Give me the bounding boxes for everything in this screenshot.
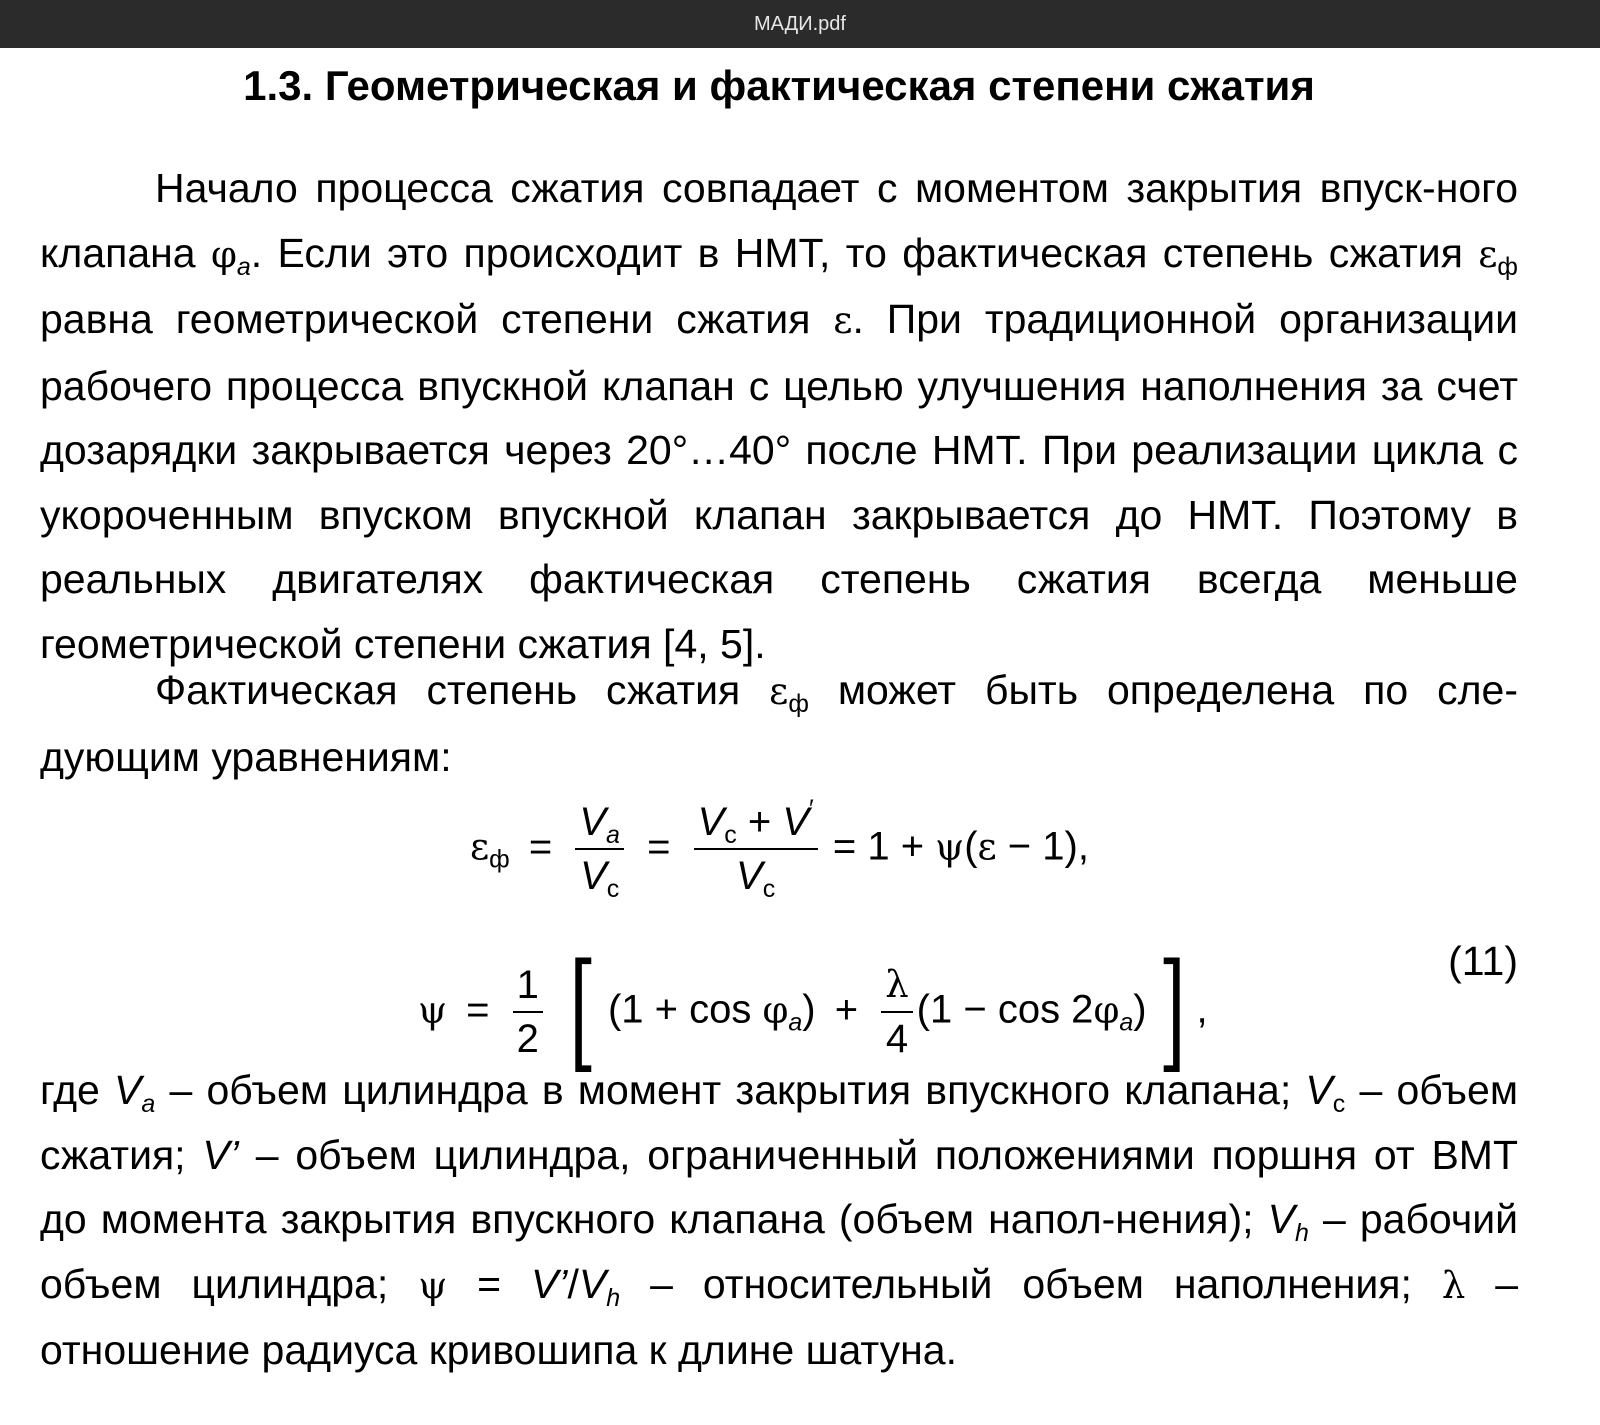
p3-vc-sub: c [1332,1090,1346,1118]
p3-psi: ψ [418,1263,448,1307]
p3-text-5: – рабочий объем цилиндра; [40,1196,1518,1307]
section-heading: 1.3. Геометрическая и фактическая степени сжатия [243,62,1315,109]
eq1-f2-den-sub: c [762,875,776,903]
p1-text-1: Начало процесса сжатия совпадает с моментом закрытия впуск-ного клапана [40,165,1518,276]
p3-vprime: V’ [202,1131,239,1178]
p3-vc: V [1305,1067,1333,1113]
eq1-equals: = [528,824,553,869]
window-title-bar [0,0,1600,48]
p1-eps: ε [1478,232,1498,276]
p3-vh-2-sub: h [606,1283,621,1312]
eq1-eps: ε [470,825,490,869]
p3-vprime-2: V’ [531,1260,568,1307]
eq1-f1-den: V [580,854,607,898]
p1-text-4: . При традиционной организации рабочего процесса впускной клапан с целью улучшения наполнения за счет дозарядки закрывается через 20°…40° после НМТ. При реализации цикла с укороченным впуском впускной клапан закрывается до НМТ. Поэтому в реальных двигателях фактическая степень сжатия всегда меньше геометрической степени сжатия [4, 5]. [40,296,1518,667]
p2-eps-sub: ф [788,690,809,718]
p1-phi-sub: a [236,252,251,281]
equation-2 [418,937,1208,1086]
eq2-left-bracket: [ [569,937,597,1086]
eq1-rhs-eps: ε [977,825,997,869]
equation-1 [470,795,1089,903]
p2-eps: ε [769,670,789,713]
eq1-f1-num-sub: a [606,821,620,849]
eq2-psi: ψ [418,988,448,1032]
eq2-plus: + [834,987,859,1032]
p3-text-3: – объем сжатия; [40,1067,1519,1178]
p3-text-2: – объем цилиндра в момент закрытия впускного клапана; [155,1067,1306,1113]
eq1-rhs-2: ( [964,824,978,869]
paragraph-3 [40,1058,1518,1383]
eq2-equals: = [466,987,490,1032]
eq1-rhs-3: − 1), [996,824,1089,869]
window-title: МАДИ.pdf [754,12,846,35]
eq1-fraction-2 [694,795,818,903]
eq2-phi-1: φ [762,988,789,1032]
p3-text-8: – относительный объем наполнения; [620,1260,1442,1307]
eq2-lambda-fraction [881,961,912,1063]
paragraph-1 [40,156,1518,676]
eq1-f2-num-b: V [782,800,810,844]
p3-vh: V [1267,1196,1295,1242]
eq1-eps-sub: ф [489,845,510,874]
p1-phi: φ [210,232,237,276]
eq1-f2-num-b-sup: ′ [809,795,814,823]
eq1-f1-num: V [579,800,607,844]
eq2-lambda-num: λ [881,961,912,1013]
p3-text-9: – отношение радиуса кривошипа к длине шатуна. [40,1260,1519,1373]
p3-vh-2: V [578,1260,607,1307]
p1-eps-2: ε [833,299,853,342]
eq1-rhs-1: = 1 + [832,824,936,869]
eq2-lambda-den: 4 [885,1017,909,1061]
eq2-phi-1-sub: a [788,1008,803,1037]
eq1-f2-num-a-sub: c [724,821,737,849]
p2-text-1: Фактическая степень сжатия [155,667,770,713]
p3-va-sub: a [141,1090,156,1118]
eq1-psi: ψ [935,825,965,869]
p3-text-4: – объем цилиндра, ограниченный положениями поршня от ВМТ до момента закрытия впускного клапана (объем напол-нения); [40,1131,1518,1242]
equation-number: (11) [1448,938,1518,984]
p3-va: V [114,1067,142,1113]
eq1-f1-den-sub: c [606,875,620,903]
eq2-phi-2-sub: a [1119,1008,1134,1037]
p3-text-1: где [40,1067,115,1113]
eq2-half-num: 1 [513,961,543,1013]
eq2-part-2b: ) [1133,987,1147,1032]
p3-vh-sub: h [1294,1219,1309,1247]
eq2-half-den: 2 [516,1017,539,1061]
eq2-half-fraction [513,961,543,1063]
p1-text-3: равна геометрической степени сжатия [40,296,834,342]
eq2-phi-2: φ [1093,988,1120,1032]
paragraph-2 [40,658,1518,789]
p3-lambda: λ [1441,1263,1466,1307]
eq2-part-2a: (1 − cos 2 [916,987,1094,1032]
eq1-fraction-1 [575,798,624,903]
p2-text-2: может быть определена по сле-дующим уравнениям: [40,667,1518,780]
p3-text-7: / [567,1260,579,1307]
eq2-part-1a: (1 + cos [607,987,763,1032]
eq1-f2-den: V [736,854,763,898]
p1-eps-sub: ф [1497,252,1518,281]
eq1-f2-plus: + [747,800,772,844]
eq2-right-bracket: ] [1157,937,1186,1086]
eq2-tail: , [1196,987,1208,1032]
eq1-f2-num-a: V [697,800,725,844]
eq2-part-1b: ) [802,987,816,1032]
eq1-equals-2: = [647,824,671,869]
p3-text-6: = [447,1260,532,1307]
p1-text-2: . Если это происходит в НМТ, то фактическая степень сжатия [250,229,1479,276]
